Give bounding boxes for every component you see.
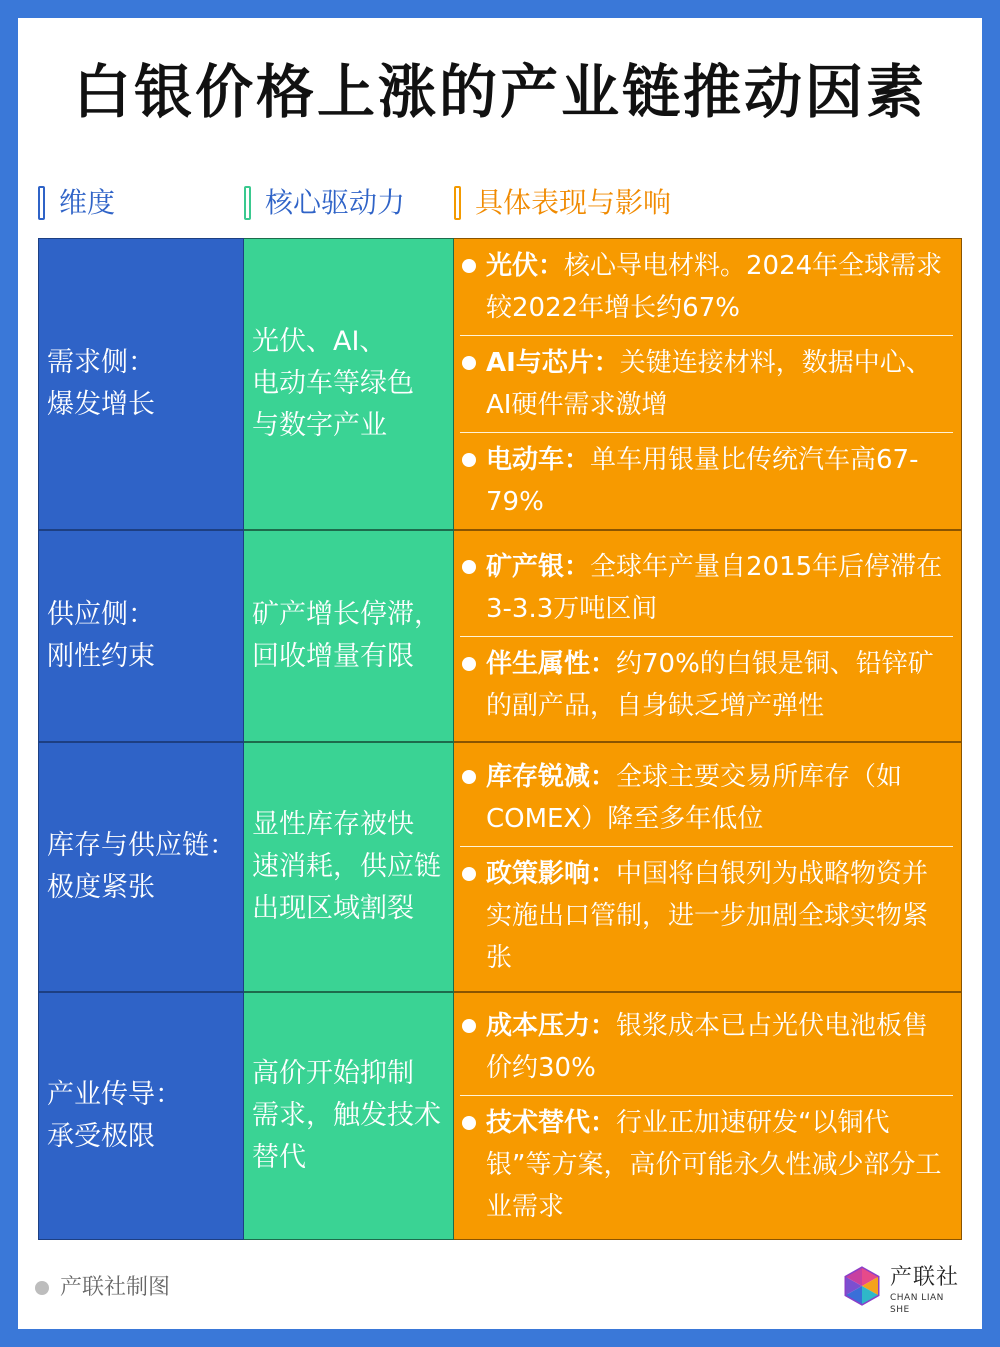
dimension-line: 爆发增长 [47, 389, 155, 420]
header-marker [244, 186, 251, 220]
impact-item-head: 伴生属性： [486, 648, 617, 679]
driver-line: 速消耗，供应链 [252, 851, 441, 882]
brand-logo-icon [842, 1266, 882, 1306]
dimension-cell [38, 992, 244, 1240]
impact-item-head: 技术替代： [486, 1107, 617, 1138]
impact-item-head: 成本压力： [486, 1010, 617, 1041]
driver-cell [244, 742, 454, 992]
impact-item [460, 636, 953, 733]
impact-item [460, 239, 953, 335]
driver-cell [244, 238, 454, 530]
bullet-dot [462, 560, 476, 574]
driver-line: 高价开始抑制 [252, 1058, 414, 1089]
impact-item-head: 库存锐减： [486, 761, 617, 792]
impact-cell [454, 530, 962, 742]
dimension-line: 产业传导： [47, 1079, 182, 1110]
table-row [38, 238, 962, 530]
impact-item-text: 行业正加速研发“以铜代银”等方案，高价可能永久性减少部分工业需求 [486, 1107, 942, 1222]
impact-item-head: AI与芯片： [486, 348, 620, 378]
driver-line: 替代 [252, 1142, 306, 1173]
bullet-dot [462, 867, 476, 881]
driver-line: 电动车等绿色 [252, 368, 414, 399]
header-driver-label: 核心驱动力 [265, 186, 406, 219]
header-driver [244, 178, 405, 228]
impact-item-head: 电动车： [486, 445, 591, 475]
bullet-dot [462, 770, 476, 784]
impact-item [460, 432, 953, 529]
driver-line: 出现区域割裂 [252, 893, 414, 924]
dimension-line: 库存与供应链： [47, 830, 236, 861]
dimension-line: 极度紧张 [47, 872, 155, 903]
logo-text-cn: 产联社 [890, 1265, 960, 1290]
dimension-line: 承受极限 [47, 1121, 155, 1152]
impact-item-text: 全球年产量自2015年后停滞在3-3.3万吨区间 [486, 551, 943, 624]
driver-line: 回收增量有限 [252, 641, 414, 672]
dimension-cell [38, 530, 244, 742]
impact-item-text: 单车用银量比传统汽车高67-79% [486, 445, 919, 517]
footer-credit: 产联社制图 [60, 1275, 171, 1300]
header-dimension [38, 178, 115, 228]
impact-item [460, 1095, 953, 1234]
impact-item [460, 750, 953, 846]
header-marker [454, 186, 461, 220]
bullet-dot [462, 453, 476, 467]
driver-line: 光伏、AI、 [252, 326, 387, 357]
bullet-dot [462, 1019, 476, 1033]
impact-item-text: 约70%的白银是铜、铅锌矿的副产品，自身缺乏增产弹性 [486, 648, 934, 721]
driver-line: 需求，触发技术 [252, 1100, 441, 1131]
table-row [38, 742, 962, 992]
dimension-line: 供应侧： [47, 599, 155, 630]
footer-dot [35, 1281, 49, 1295]
header-impact [454, 178, 671, 228]
dimension-line: 刚性约束 [47, 641, 155, 672]
logo-text-en: CHAN LIAN SHE [890, 1293, 944, 1315]
page-title: 白银价格上涨的产业链推动因素 [72, 58, 927, 126]
header-dimension-label: 维度 [59, 186, 116, 219]
impact-item-text: 关键连接材料，数据中心、AI硬件需求激增 [486, 348, 932, 420]
impact-item [460, 846, 953, 985]
impact-item [460, 999, 953, 1095]
table-row [38, 530, 962, 742]
impact-item [460, 335, 953, 432]
impact-item-head: 矿产银： [486, 551, 591, 582]
impact-item [460, 540, 953, 636]
dimension-cell [38, 742, 244, 992]
dimension-line: 需求侧： [47, 347, 155, 378]
bullet-dot [462, 657, 476, 671]
header-impact-label: 具体表现与影响 [475, 186, 672, 219]
impact-item-text: 核心导电材料。2024年全球需求较2022年增长约67% [486, 251, 943, 323]
dimension-cell [38, 238, 244, 530]
header-marker [38, 186, 45, 220]
impact-cell [454, 742, 962, 992]
bullet-dot [462, 259, 476, 273]
impact-cell [454, 238, 962, 530]
impact-item-head: 政策影响： [486, 858, 617, 889]
impact-item-head: 光伏： [486, 251, 565, 281]
bullet-dot [462, 356, 476, 370]
driver-cell [244, 992, 454, 1240]
driver-cell [244, 530, 454, 742]
impact-cell [454, 992, 962, 1240]
bullet-dot [462, 1116, 476, 1130]
impact-item-text: 中国将白银列为战略物资并实施出口管制，进一步加剧全球实物紧张 [486, 858, 929, 973]
impact-item-text: 全球主要交易所库存（如COMEX）降至多年低位 [486, 761, 903, 834]
impact-item-text: 银浆成本已占光伏电池板售价约30% [486, 1010, 929, 1083]
brand-logo [842, 1264, 964, 1315]
driver-line: 矿产增长停滞， [252, 599, 441, 630]
driver-line: 显性库存被快 [252, 809, 414, 840]
driver-line: 与数字产业 [252, 410, 387, 441]
table-row [38, 992, 962, 1240]
